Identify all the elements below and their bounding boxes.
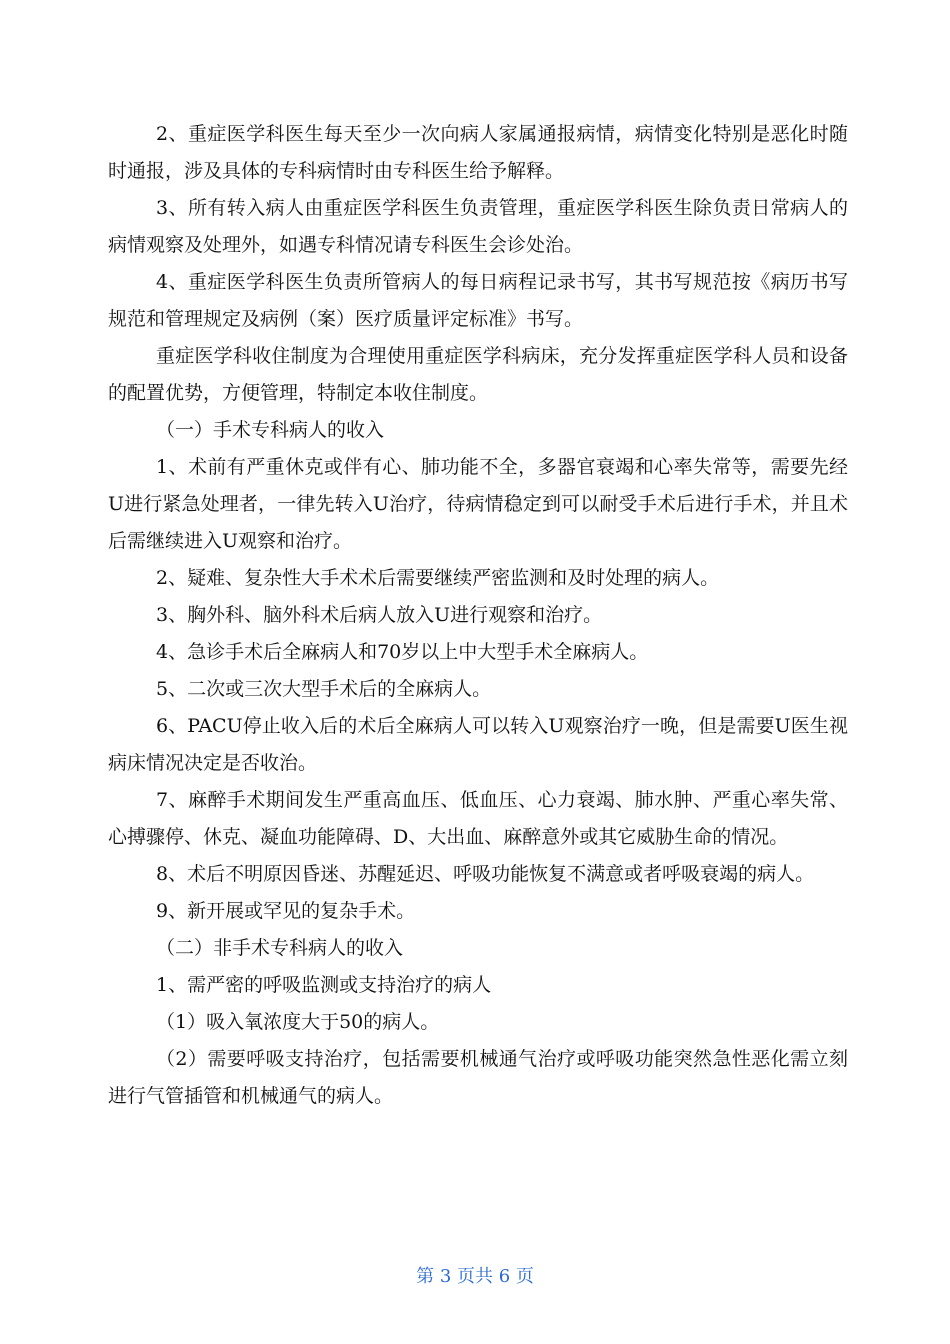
paragraph-progress-notes: 4、重症医学科医生负责所管病人的每日病程记录书写，其书写规范按《病历书写规范和管理规定及病例（案）医疗质量评定标准》书写。 (108, 271, 848, 330)
paragraph-admission-policy: 重症医学科收住制度为合理使用重症医学科病床，充分发挥重症医学科人员和设备的配置优势，方便管理，特制定本收住制度。 (108, 345, 848, 404)
list-item-surgical-5: 5、二次或三次大型手术后的全麻病人。 (156, 678, 492, 700)
list-item-surgical-8: 8、术后不明原因昏迷、苏醒延迟、呼吸功能恢复不满意或者呼吸衰竭的病人。 (156, 863, 815, 885)
list-item-surgical-6: 6、PACU停止收入后的术后全麻病人可以转入U观察治疗一晚，但是需要U医生视病床情况决定是否收治。 (108, 715, 848, 774)
document-body (108, 116, 848, 1115)
section-heading-surgical: （一）手术专科病人的收入 (156, 419, 385, 441)
paragraph-family-notification: 2、重症医学科医生每天至少一次向病人家属通报病情，病情变化特别是恶化时随时通报，涉及具体的专科病情时由专科医生给予解释。 (108, 123, 848, 182)
section-heading-non-surgical: （二）非手术专科病人的收入 (156, 937, 404, 959)
paragraph-patient-management: 3、所有转入病人由重症医学科医生负责管理，重症医学科医生除负责日常病人的病情观察及处理外，如遇专科情况请专科医生会诊处治。 (108, 197, 848, 256)
page-number-footer: 第 3 页共 6 页 (416, 1266, 534, 1287)
list-item-surgical-3: 3、胸外科、脑外科术后病人放入U进行观察和治疗。 (156, 604, 603, 626)
list-item-surgical-7: 7、麻醉手术期间发生严重高血压、低血压、心力衰竭、肺水肿、严重心率失常、心搏骤停、休克、凝血功能障碍、D、大出血、麻醉意外或其它威胁生命的情况。 (108, 789, 848, 848)
list-item-surgical-2: 2、疑难、复杂性大手术术后需要继续严密监测和及时处理的病人。 (156, 567, 720, 589)
list-item-non-surgical-1: 1、需严密的呼吸监测或支持治疗的病人 (156, 974, 492, 996)
list-item-surgical-9: 9、新开展或罕见的复杂手术。 (156, 900, 416, 922)
sub-item-oxygen: （1）吸入氧浓度大于50的病人。 (156, 1011, 440, 1033)
list-item-surgical-1: 1、术前有严重休克或伴有心、肺功能不全，多器官衰竭和心率失常等，需要先经U进行紧急处理者，一律先转入U治疗，待病情稳定到可以耐受手术后进行手术，并且术后需继续进入U观察和治疗。 (108, 456, 848, 552)
sub-item-ventilation: （2）需要呼吸支持治疗，包括需要机械通气治疗或呼吸功能突然急性恶化需立刻进行气管插管和机械通气的病人。 (108, 1048, 848, 1107)
list-item-surgical-4: 4、急诊手术后全麻病人和70岁以上中大型手术全麻病人。 (156, 641, 649, 663)
